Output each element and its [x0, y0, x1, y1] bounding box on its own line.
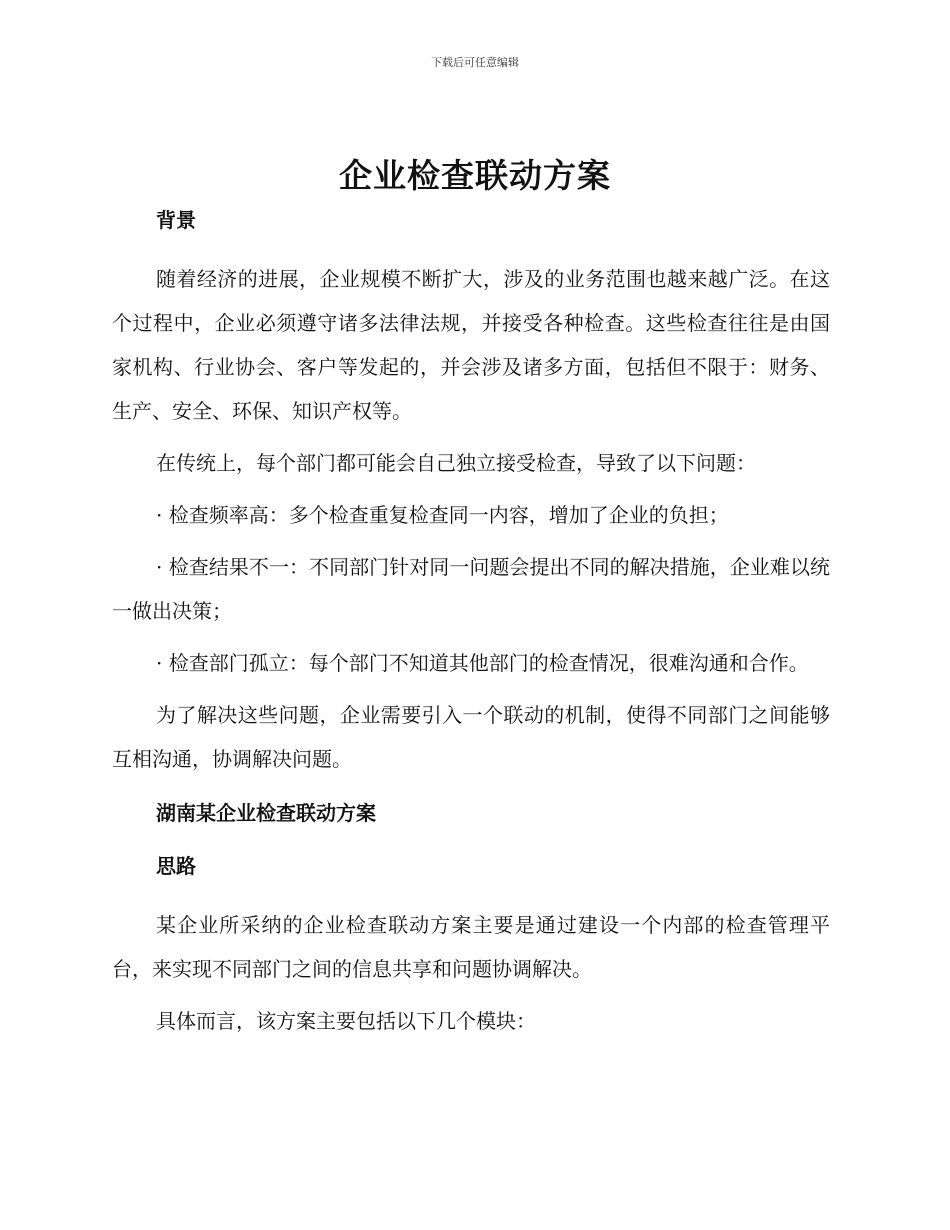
section-heading-case: 湖南某企业检查联动方案	[156, 801, 376, 825]
bullet-item-2: · 检查结果不一：不同部门针对同一问题会提出不同的解决措施，企业难以统一做出决策；	[112, 555, 830, 623]
paragraph-approach-2: 具体而言，该方案主要包括以下几个模块：	[156, 1009, 536, 1033]
header-note: 下载后可任意编辑	[431, 56, 519, 69]
paragraph-background-1: 随着经济的进展，企业规模不断扩大，涉及的业务范围也越来越广泛。在这个过程中，企业必须遵守诸多法律法规，并接受各种检查。这些检查往往是由国家机构、行业协会、客户等发起的，并会涉及诸多方面，包括但不限于：财务、生产、安全、环保、知识产权等。	[112, 267, 830, 423]
section-heading-background: 背景	[156, 208, 196, 232]
section-heading-approach: 思路	[156, 854, 196, 878]
paragraph-background-2: 在传统上，每个部门都可能会自己独立接受检查，导致了以下问题：	[156, 451, 756, 475]
paragraph-background-3: 为了解决这些问题，企业需要引入一个联动的机制，使得不同部门之间能够互相沟通，协调解决问题。	[112, 703, 830, 771]
bullet-item-1: · 检查频率高：多个检查重复检查同一内容，增加了企业的负担；	[156, 503, 729, 527]
paragraph-approach-1: 某企业所采纳的企业检查联动方案主要是通过建设一个内部的检查管理平台，来实现不同部门之间的信息共享和问题协调解决。	[112, 913, 830, 981]
document-body	[112, 204, 830, 1051]
document-title: 企业检查联动方案	[339, 156, 611, 195]
bullet-item-3: · 检查部门孤立：每个部门不知道其他部门的检查情况，很难沟通和合作。	[156, 651, 809, 675]
